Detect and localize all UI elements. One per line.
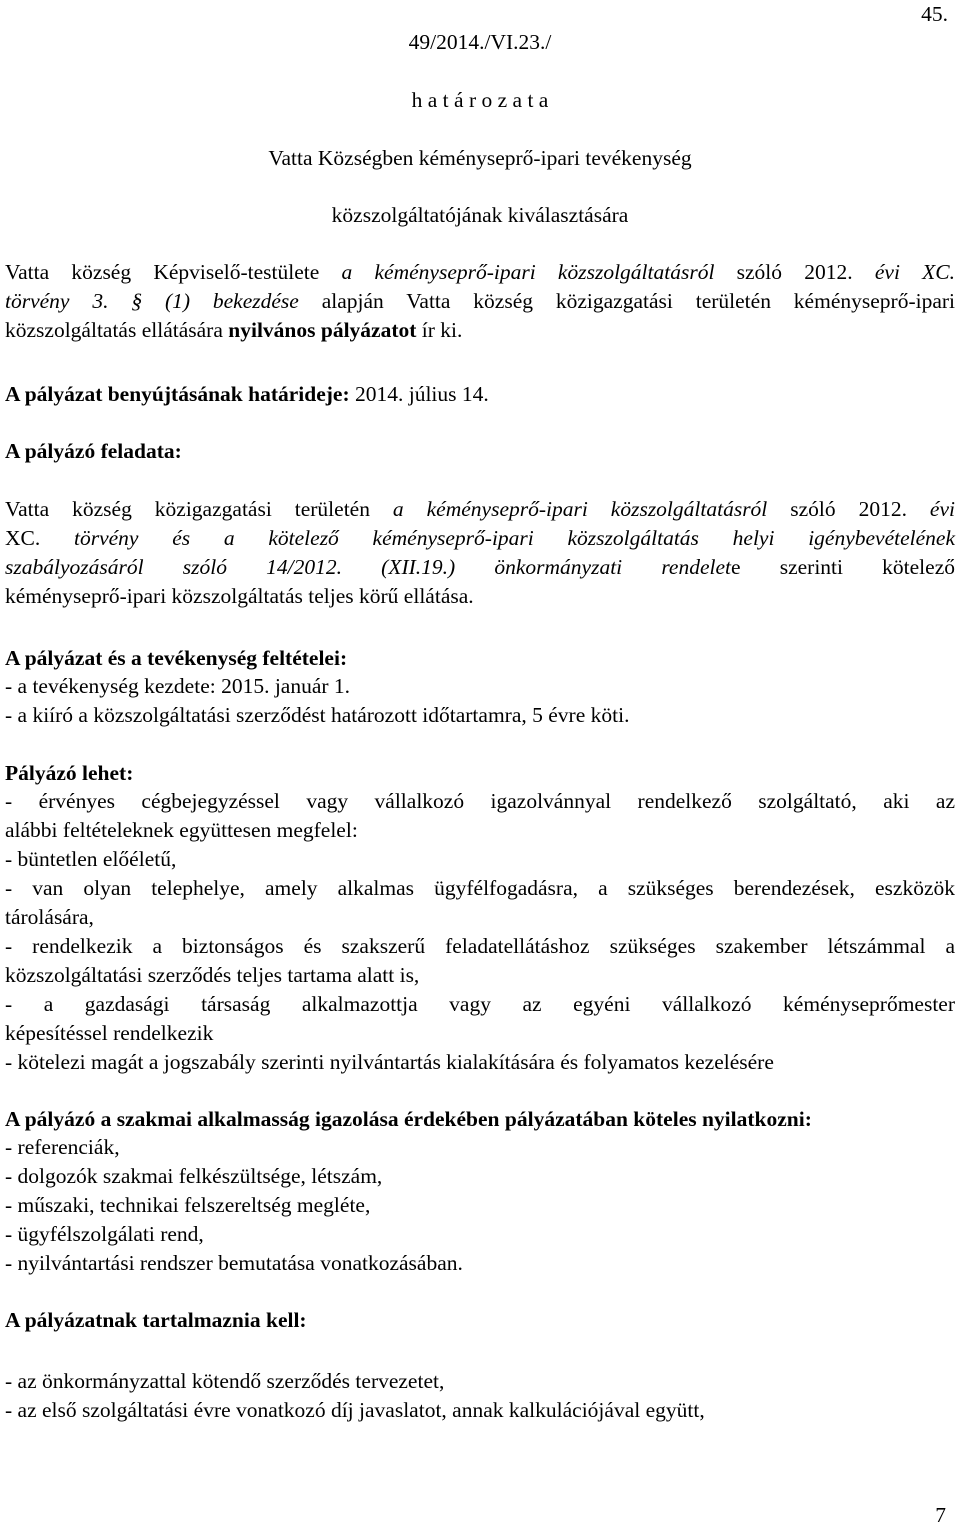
deadline-label: A pályázat benyújtásának határideje:	[5, 382, 350, 406]
conditions-list	[5, 672, 955, 730]
declaration-list	[5, 1133, 955, 1278]
conditions-heading: A pályázat és a tevékenység feltételei:	[5, 646, 348, 670]
list-item: tárolására,	[5, 905, 94, 929]
resolution-number: 49/2014./VI.23./	[408, 30, 552, 54]
eligible-list	[5, 787, 955, 1077]
list-item: - nyilvántartási rendszer bemutatása vonatkozásában.	[5, 1251, 463, 1275]
list-item: - műszaki, technikai felszereltség megléte,	[5, 1193, 371, 1217]
list-item: - referenciák,	[5, 1135, 120, 1159]
list-item: - a tevékenység kezdete: 2015. január 1.	[5, 674, 351, 698]
subject-line-2: közszolgáltatójának kiválasztására	[331, 203, 629, 227]
intro-paragraph: Vatta község Képviselő-testülete a kéményseprő-ipari közszolgáltatásról szóló 2012. évi XC. törvény 3. § (1) bekezdése alapján Vatta község közigazgatási területén kéményseprő-ipari közszolgáltatás ellátására nyilvános pályázatot ír ki.	[5, 260, 955, 342]
list-item: - érvényes cégbejegyzéssel vagy vállalkozó igazolvánnyal rendelkező szolgáltató, aki az	[5, 789, 955, 813]
contents-heading: A pályázatnak tartalmaznia kell:	[5, 1308, 307, 1332]
public-tender-emphasis: nyilvános pályázatot	[228, 318, 417, 342]
list-item: - büntetlen előéletű,	[5, 847, 177, 871]
footer-page-number: 7	[935, 1503, 946, 1527]
list-item: - a kiíró a közszolgáltatási szerződést határozott időtartamra, 5 évre köti.	[5, 703, 630, 727]
task-heading: A pályázó feladata:	[5, 439, 182, 463]
list-item: - az önkormányzattal kötendő szerződés tervezetet,	[5, 1369, 445, 1393]
task-paragraph: Vatta község közigazgatási területén a kéményseprő-ipari közszolgáltatásról szóló 2012. évi XC. törvény és a kötelező kéményseprő-ipari közszolgáltatás helyi igénybevételének szabályozásáról szóló 14/2012. (XII.19.) önkormányzati rendelete szerinti kötelező kéményseprő-ipari közszolgáltatás teljes körű ellátása.	[5, 497, 955, 608]
list-item: - kötelezi magát a jogszabály szerinti nyilvántartás kialakítására és folyamatos kezelésére	[5, 1050, 774, 1074]
list-item: - ügyfélszolgálati rend,	[5, 1222, 204, 1246]
list-item: - van olyan telephelye, amely alkalmas ügyfélfogadásra, a szükséges berendezések, eszközök	[5, 876, 955, 900]
eligible-heading: Pályázó lehet:	[5, 761, 134, 785]
declaration-heading: A pályázó a szakmai alkalmasság igazolása érdekében pályázatában köteles nyilatkozni:	[5, 1107, 812, 1131]
subject-line-1: Vatta Községben kéményseprő-ipari tevékenység	[268, 146, 692, 170]
top-page-number: 45.	[921, 2, 948, 26]
intro-law-title: a kéményseprő-ipari közszolgáltatásról	[341, 260, 715, 284]
list-item: - az első szolgáltatási évre vonatkozó díj javaslatot, annak kalkulációjával együtt,	[5, 1398, 705, 1422]
contents-list	[5, 1367, 955, 1425]
intro-text: Vatta község Képviselő-testülete	[5, 260, 342, 284]
deadline-value: 2014. július 14.	[349, 382, 489, 406]
list-item: képesítéssel rendelkezik	[5, 1021, 214, 1045]
list-item: - a gazdasági társaság alkalmazottja vagy az egyéni vállalkozó kéményseprőmester	[5, 992, 955, 1016]
list-item: - dolgozók szakmai felkészültsége, létszám,	[5, 1164, 383, 1188]
list-item: alábbi feltételeknek együttesen megfelel:	[5, 818, 358, 842]
deadline-line	[5, 380, 489, 409]
list-item: közszolgáltatási szerződés teljes tartama alatt is,	[5, 963, 420, 987]
document-title: h a t á r o z a t a	[411, 88, 549, 112]
list-item: - rendelkezik a biztonságos és szakszerű feladatellátáshoz szükséges szakember létszámmal a	[5, 934, 955, 958]
